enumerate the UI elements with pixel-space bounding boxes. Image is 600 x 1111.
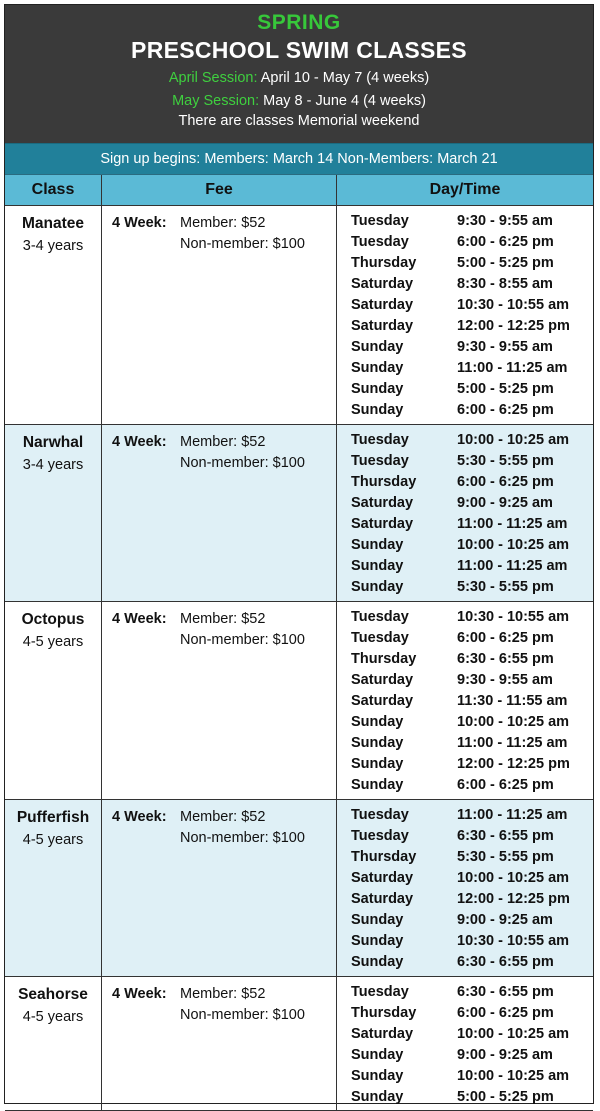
slot-time: 10:00 - 10:25 am — [457, 870, 570, 886]
class-name: Narwhal — [22, 434, 84, 451]
slot-time: 6:30 - 6:55 pm — [457, 828, 554, 844]
slot-time: 10:30 - 10:55 am — [457, 609, 570, 625]
table-row — [5, 602, 593, 800]
slot-day: Saturday — [351, 297, 414, 313]
slot-day: Sunday — [351, 735, 404, 751]
slot-day: Saturday — [351, 891, 414, 907]
slot-time: 10:30 - 10:55 am — [457, 933, 570, 949]
fee-period: 4 Week: — [112, 986, 167, 1002]
slot-day: Thursday — [351, 651, 417, 667]
slot-day: Tuesday — [351, 828, 409, 844]
may-session — [5, 91, 593, 111]
slot-time: 9:30 - 9:55 am — [457, 672, 553, 688]
table-row — [5, 425, 593, 602]
slot-day: Saturday — [351, 516, 414, 532]
slot-day: Tuesday — [351, 984, 409, 1000]
time-slot — [351, 670, 593, 691]
slot-time: 6:30 - 6:55 pm — [457, 954, 554, 970]
fee-nonmember-line — [112, 453, 336, 474]
flyer-header — [5, 5, 593, 143]
slot-day: Sunday — [351, 714, 404, 730]
slot-time: 9:30 - 9:55 am — [457, 213, 553, 229]
time-slot — [351, 952, 593, 973]
time-slot — [351, 628, 593, 649]
fee-cell — [101, 977, 336, 1110]
class-table-body — [5, 206, 593, 1111]
slot-day: Saturday — [351, 693, 414, 709]
slot-day: Sunday — [351, 1068, 404, 1084]
slot-day: Sunday — [351, 1047, 404, 1063]
time-slot — [351, 868, 593, 889]
slot-day: Sunday — [351, 756, 404, 772]
fee-nonmember-line — [112, 828, 336, 849]
time-slot — [351, 472, 593, 493]
slot-day: Sunday — [351, 933, 404, 949]
slot-day: Tuesday — [351, 630, 409, 646]
fee-nonmember-line — [112, 234, 336, 255]
slot-time: 6:30 - 6:55 pm — [457, 984, 554, 1000]
slot-time: 10:00 - 10:25 am — [457, 1068, 570, 1084]
column-header-class: Class — [31, 181, 75, 198]
april-session-label: April Session: — [168, 70, 258, 86]
daytime-cell — [336, 425, 593, 601]
fee-cell — [101, 800, 336, 976]
slot-time: 6:00 - 6:25 pm — [457, 1005, 554, 1021]
slot-time: 10:00 - 10:25 am — [457, 432, 570, 448]
class-age: 3-4 years — [22, 457, 84, 473]
slot-day: Thursday — [351, 255, 417, 271]
fee-member-line — [112, 432, 336, 453]
slot-day: Tuesday — [351, 609, 409, 625]
slot-day: Tuesday — [351, 234, 409, 250]
time-slot — [351, 274, 593, 295]
fee-period: 4 Week: — [112, 434, 167, 450]
daytime-cell — [336, 602, 593, 799]
slot-day: Sunday — [351, 558, 404, 574]
april-session-dates: April 10 - May 7 (4 weeks) — [260, 70, 430, 86]
season-title: SPRING — [257, 11, 341, 34]
fee-member: Member: $52 — [180, 611, 266, 627]
slot-time: 6:00 - 6:25 pm — [457, 402, 554, 418]
slot-time: 9:00 - 9:25 am — [457, 495, 553, 511]
time-slot — [351, 649, 593, 670]
slot-time: 11:00 - 11:25 am — [457, 735, 568, 751]
slot-time: 11:00 - 11:25 am — [457, 516, 568, 532]
time-slot — [351, 316, 593, 337]
slot-day: Thursday — [351, 1005, 417, 1021]
fee-member-line — [112, 984, 336, 1005]
slot-time: 5:30 - 5:55 pm — [457, 453, 554, 469]
slot-time: 12:00 - 12:25 pm — [457, 756, 570, 772]
daytime-cell — [336, 206, 593, 424]
slot-day: Sunday — [351, 360, 404, 376]
slot-time: 6:00 - 6:25 pm — [457, 474, 554, 490]
slot-day: Sunday — [351, 777, 404, 793]
fee-member-line — [112, 807, 336, 828]
slot-time: 5:30 - 5:55 pm — [457, 579, 554, 595]
slot-time: 10:30 - 10:55 am — [457, 297, 570, 313]
time-slot — [351, 1087, 593, 1108]
class-age: 3-4 years — [22, 238, 84, 254]
fee-nonmember: Non-member: $100 — [180, 1007, 305, 1023]
slot-time: 5:00 - 5:25 pm — [457, 255, 554, 271]
slot-time: 10:00 - 10:25 am — [457, 714, 570, 730]
time-slot — [351, 847, 593, 868]
class-name: Octopus — [21, 611, 85, 628]
time-slot — [351, 982, 593, 1003]
slot-day: Sunday — [351, 537, 404, 553]
time-slot — [351, 577, 593, 598]
fee-member: Member: $52 — [180, 809, 266, 825]
time-slot — [351, 232, 593, 253]
fee-period: 4 Week: — [112, 809, 167, 825]
fee-period: 4 Week: — [112, 611, 167, 627]
time-slot — [351, 826, 593, 847]
slot-time: 11:00 - 11:25 am — [457, 807, 568, 823]
daytime-cell — [336, 800, 593, 976]
fee-member: Member: $52 — [180, 434, 266, 450]
fee-nonmember-line — [112, 1005, 336, 1026]
class-name: Pufferfish — [16, 809, 90, 826]
time-slot — [351, 514, 593, 535]
time-slot — [351, 1045, 593, 1066]
time-slot — [351, 607, 593, 628]
slot-day: Sunday — [351, 954, 404, 970]
class-cell — [5, 425, 101, 601]
april-session — [5, 65, 593, 91]
column-header-fee: Fee — [101, 175, 336, 205]
time-slot — [351, 337, 593, 358]
fee-member: Member: $52 — [180, 986, 266, 1002]
time-slot — [351, 430, 593, 451]
slot-day: Thursday — [351, 474, 417, 490]
table-header — [5, 174, 593, 206]
time-slot — [351, 931, 593, 952]
slot-time: 8:30 - 8:55 am — [457, 276, 553, 292]
table-row — [5, 206, 593, 425]
time-slot — [351, 910, 593, 931]
slot-day: Sunday — [351, 381, 404, 397]
time-slot — [351, 733, 593, 754]
time-slot — [351, 535, 593, 556]
class-age: 4-5 years — [22, 832, 84, 848]
may-session-dates: May 8 - June 4 (4 weeks) — [263, 93, 426, 109]
time-slot — [351, 754, 593, 775]
time-slot — [351, 1003, 593, 1024]
fee-member-line — [112, 213, 336, 234]
fee-nonmember: Non-member: $100 — [180, 830, 305, 846]
slot-day: Saturday — [351, 672, 414, 688]
slot-time: 10:00 - 10:25 am — [457, 1026, 570, 1042]
slot-day: Tuesday — [351, 432, 409, 448]
fee-nonmember: Non-member: $100 — [180, 455, 305, 471]
slot-time: 12:00 - 12:25 pm — [457, 891, 570, 907]
slot-time: 11:30 - 11:55 am — [457, 693, 568, 709]
class-age: 4-5 years — [22, 634, 84, 650]
slot-time: 5:00 - 5:25 pm — [457, 1089, 554, 1105]
slot-day: Sunday — [351, 1089, 404, 1105]
fee-nonmember-line — [112, 630, 336, 651]
fee-cell — [101, 602, 336, 799]
slot-time: 12:00 - 12:25 pm — [457, 318, 570, 334]
column-header-daytime: Day/Time — [336, 175, 593, 205]
slot-time: 6:00 - 6:25 pm — [457, 630, 554, 646]
time-slot — [351, 379, 593, 400]
class-cell — [5, 206, 101, 424]
slot-day: Saturday — [351, 870, 414, 886]
fee-nonmember: Non-member: $100 — [180, 236, 305, 252]
slot-day: Sunday — [351, 579, 404, 595]
signup-banner: Sign up begins: Members: March 14 Non-Members: March 21 — [5, 143, 593, 174]
slot-day: Sunday — [351, 912, 404, 928]
schedule-flyer — [4, 4, 594, 1104]
class-cell — [5, 977, 101, 1110]
table-row — [5, 800, 593, 977]
time-slot — [351, 451, 593, 472]
daytime-cell — [336, 977, 593, 1110]
time-slot — [351, 889, 593, 910]
time-slot — [351, 712, 593, 733]
class-age: 4-5 years — [22, 1009, 84, 1025]
page-title: PRESCHOOL SWIM CLASSES — [131, 37, 467, 63]
may-session-label: May Session: — [172, 93, 260, 109]
time-slot — [351, 691, 593, 712]
time-slot — [351, 1066, 593, 1087]
slot-time: 6:00 - 6:25 pm — [457, 777, 554, 793]
time-slot — [351, 400, 593, 421]
time-slot — [351, 253, 593, 274]
slot-day: Tuesday — [351, 453, 409, 469]
time-slot — [351, 295, 593, 316]
table-row — [5, 977, 593, 1111]
slot-time: 6:30 - 6:55 pm — [457, 651, 554, 667]
slot-time: 5:30 - 5:55 pm — [457, 849, 554, 865]
fee-period: 4 Week: — [112, 215, 167, 231]
class-cell — [5, 800, 101, 976]
slot-day: Sunday — [351, 339, 404, 355]
time-slot — [351, 805, 593, 826]
fee-member: Member: $52 — [180, 215, 266, 231]
time-slot — [351, 493, 593, 514]
slot-time: 5:00 - 5:25 pm — [457, 381, 554, 397]
slot-time: 9:00 - 9:25 am — [457, 1047, 553, 1063]
time-slot — [351, 1024, 593, 1045]
fee-cell — [101, 206, 336, 424]
slot-day: Thursday — [351, 849, 417, 865]
slot-time: 9:00 - 9:25 am — [457, 912, 553, 928]
slot-time: 9:30 - 9:55 am — [457, 339, 553, 355]
slot-day: Sunday — [351, 402, 404, 418]
slot-day: Tuesday — [351, 807, 409, 823]
slot-time: 10:00 - 10:25 am — [457, 537, 570, 553]
slot-day: Saturday — [351, 1026, 414, 1042]
fee-nonmember: Non-member: $100 — [180, 632, 305, 648]
slot-time: 6:00 - 6:25 pm — [457, 234, 554, 250]
fee-member-line — [112, 609, 336, 630]
slot-day: Saturday — [351, 276, 414, 292]
class-name: Seahorse — [18, 986, 88, 1003]
slot-time: 11:00 - 11:25 am — [457, 360, 568, 376]
time-slot — [351, 211, 593, 232]
class-cell — [5, 602, 101, 799]
time-slot — [351, 358, 593, 379]
slot-day: Tuesday — [351, 213, 409, 229]
fee-cell — [101, 425, 336, 601]
time-slot — [351, 775, 593, 796]
slot-day: Saturday — [351, 495, 414, 511]
time-slot — [351, 556, 593, 577]
slot-day: Saturday — [351, 318, 414, 334]
slot-time: 11:00 - 11:25 am — [457, 558, 568, 574]
class-name: Manatee — [21, 215, 85, 232]
memorial-note: There are classes Memorial weekend — [178, 113, 420, 129]
